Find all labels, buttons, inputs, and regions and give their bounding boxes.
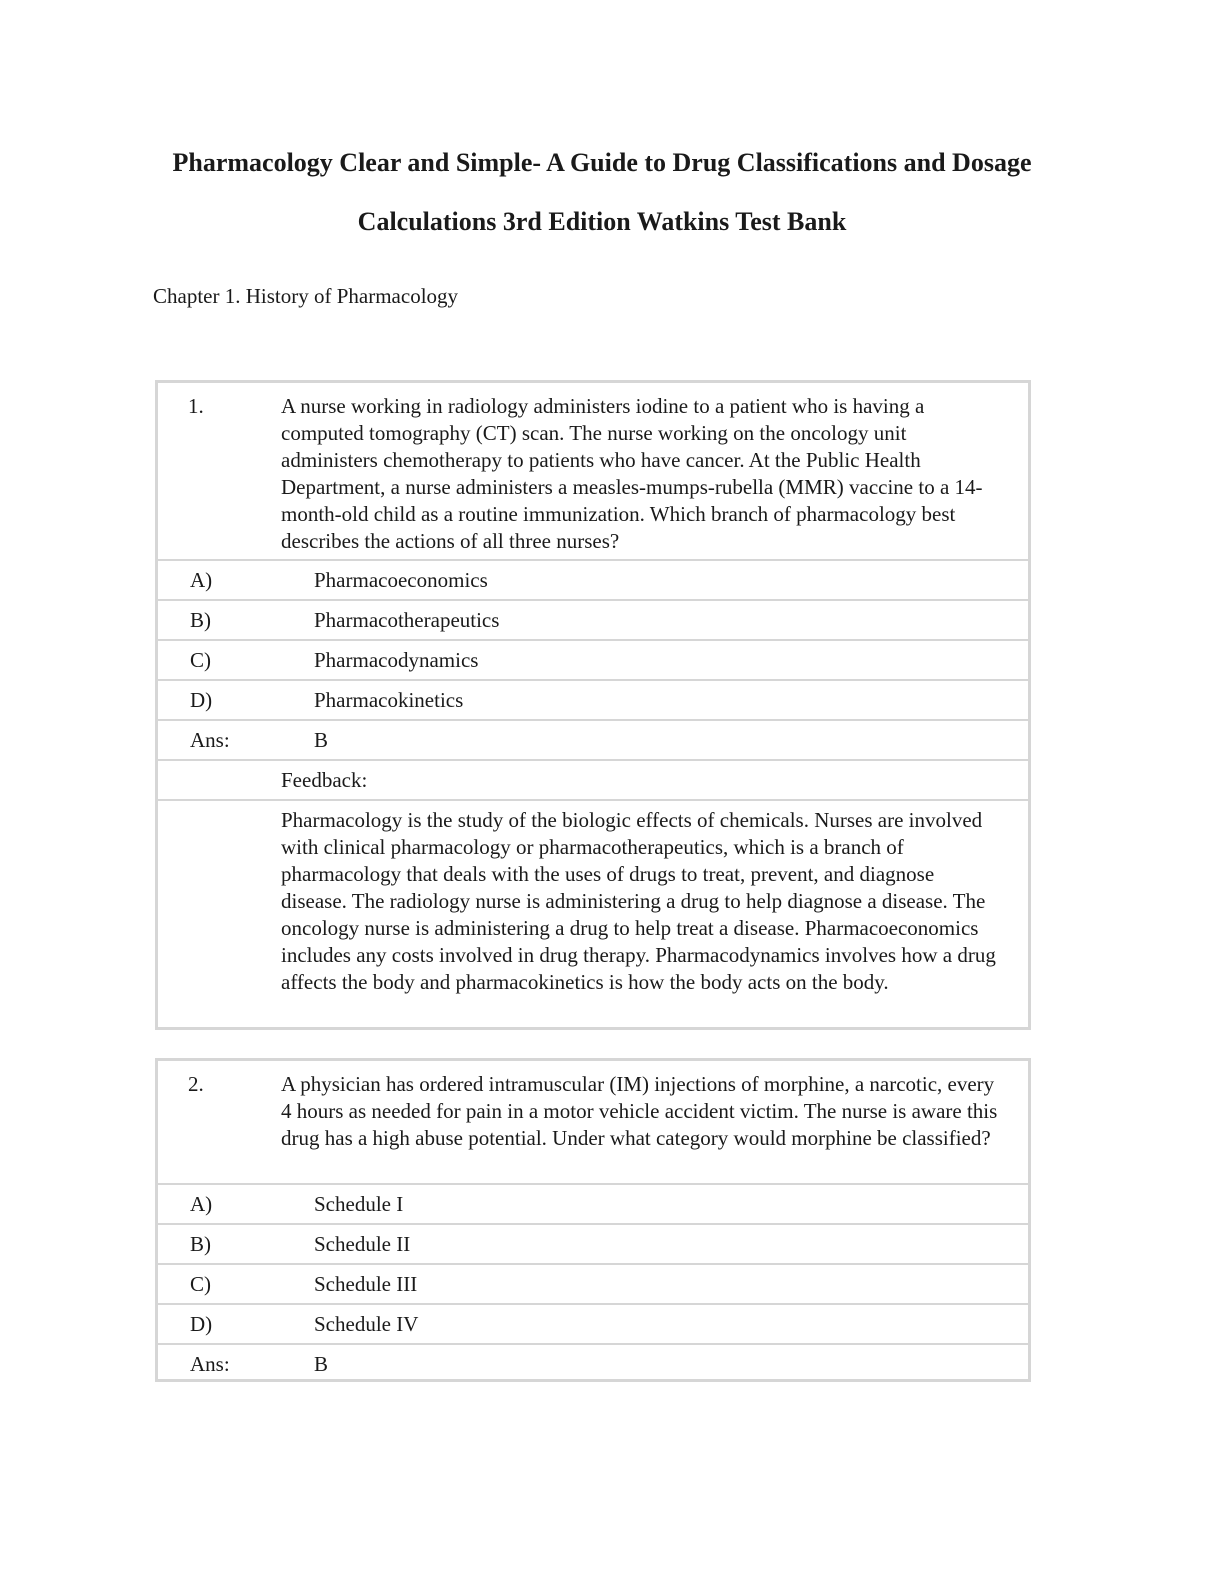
answer-row	[158, 721, 1028, 761]
option-text: Pharmacokinetics	[314, 688, 464, 712]
question-number: 1.	[188, 394, 204, 418]
option-row-c	[158, 641, 1028, 681]
answer-label: Ans:	[190, 1352, 230, 1376]
option-text: Pharmacoeconomics	[314, 568, 488, 592]
option-label: C)	[190, 1272, 211, 1296]
answer-label: Ans:	[190, 728, 230, 752]
question-stem: A physician has ordered intramuscular (IM) injections of morphine, a narcotic, every 4 hours as needed for pain in a motor vehicle accident victim. The nurse is aware this drug has a high abuse potential. Under what category would morphine be classified?	[281, 1072, 998, 1150]
answer-value: B	[314, 728, 329, 752]
option-row-b	[158, 1225, 1028, 1265]
question-stem: A nurse working in radiology administers iodine to a patient who is having a computed tomography (CT) scan. The nurse working on the oncology unit administers chemotherapy to patients who have cancer. At the Public Health Department, a nurse administers a measles-mumps-rubella (MMR) vaccine to a 14-month-old child as a routine immunization. Which branch of pharmacology best describes the actions of all three nurses?	[281, 394, 983, 553]
option-text: Schedule III	[314, 1272, 418, 1296]
option-text: Schedule II	[314, 1232, 411, 1256]
option-text: Schedule I	[314, 1192, 404, 1216]
answer-row	[158, 1345, 1028, 1385]
option-label: A)	[190, 1192, 213, 1216]
question-2-table	[155, 1058, 1031, 1382]
option-label: B)	[190, 1232, 211, 1256]
answer-value: B	[314, 1352, 329, 1376]
option-text: Pharmacodynamics	[314, 648, 479, 672]
feedback-label-row	[158, 761, 1028, 801]
option-row-d	[158, 1305, 1028, 1345]
question-1-table	[155, 380, 1031, 1030]
option-label: C)	[190, 648, 211, 672]
feedback-label: Feedback:	[281, 768, 368, 792]
chapter-heading: Chapter 1. History of Pharmacology	[153, 284, 459, 308]
feedback-text: Pharmacology is the study of the biologic effects of chemicals. Nurses are involved with clinical pharmacology or pharmacotherapeutics, which is a branch of pharmacology that deals with the uses of drugs to treat, prevent, and diagnose disease. The radiology nurse is administering a drug to help diagnose a disease. The oncology nurse is administering a drug to help treat a disease. Pharmacoeconomics includes any costs involved in drug therapy. Pharmacodynamics involves how a drug affects the body and pharmacokinetics is how the body acts on the body.	[281, 808, 996, 994]
option-row-d	[158, 681, 1028, 721]
option-row-b	[158, 601, 1028, 641]
option-text: Schedule IV	[314, 1312, 419, 1336]
document-title-line-2: Calculations 3rd Edition Watkins Test Bank	[357, 207, 847, 236]
option-label: B)	[190, 608, 211, 632]
option-label: D)	[190, 688, 213, 712]
feedback-text-row	[158, 801, 1028, 1031]
question-stem-row	[158, 1061, 1028, 1185]
option-row-c	[158, 1265, 1028, 1305]
option-label: A)	[190, 568, 213, 592]
option-row-a	[158, 1185, 1028, 1225]
option-label: D)	[190, 1312, 213, 1336]
question-number: 2.	[188, 1072, 204, 1096]
option-row-a	[158, 561, 1028, 601]
question-stem-row	[158, 383, 1028, 561]
document-title-line-1: Pharmacology Clear and Simple- A Guide to Drug Classifications and Dosage	[172, 148, 1032, 177]
option-text: Pharmacotherapeutics	[314, 608, 500, 632]
